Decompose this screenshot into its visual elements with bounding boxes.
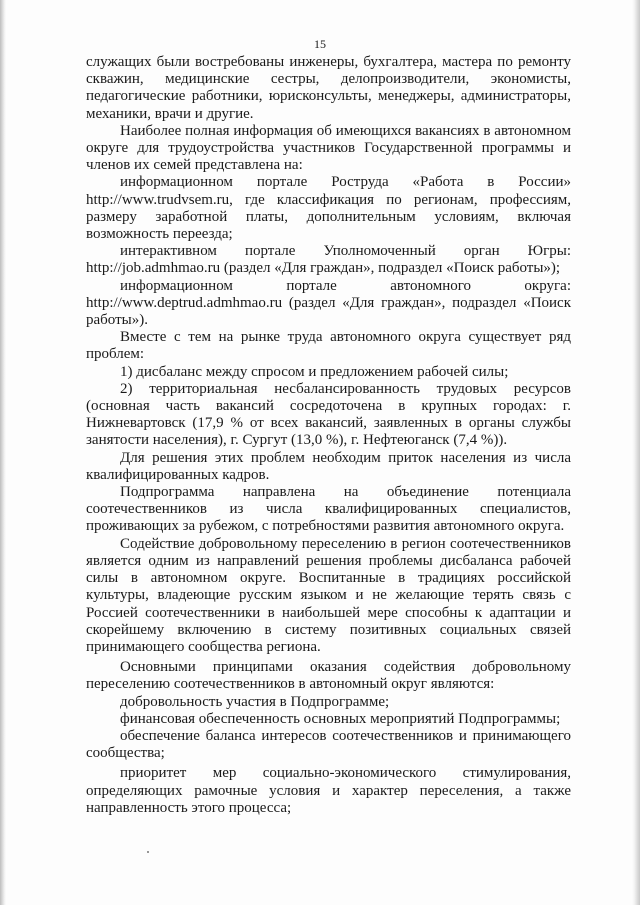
paragraph-deptrud-portal: информационном портале автономного округа: http://www.deptrud.admhmao.ru (раздел «Для граждан», подраздел «Поиск работы»). [86, 277, 571, 329]
paragraph-specialists: служащих были востребованы инженеры, бухгалтера, мастера по ремонту скважин, медицинские сестры, делопроизводители, экономисты, педагогические работники, юрисконсульты, менеджеры, администраторы, механики, врачи и другие. [86, 54, 571, 122]
paragraph-principles: Основными принципами оказания содействия добровольному переселению соотечественников в автономный округ являются: [86, 659, 571, 693]
paragraph-trudvsem-portal: информационном портале Роструда «Работа в России» http://www.trudvsem.ru, где классификация по регионам, профессиям, размеру заработной платы, дополнительным условиям, включая возможность переезда; [86, 174, 571, 243]
scan-speck [147, 851, 149, 853]
paragraph-vacancy-info: Наиболее полная информация об имеющихся вакансиях в автономном округе для трудоустройства участников Государственной программы и членов их семей представлена на: [86, 122, 571, 174]
scan-edge-right [632, 0, 640, 905]
document-body [86, 54, 571, 817]
paragraph-job-admhmao: интерактивном портале Уполномоченный орган Югры: http://job.admhmao.ru (раздел «Для граждан», подраздел «Поиск работы»); [86, 243, 571, 277]
paragraph-subprogram-aim: Подпрограмма направлена на объединение потенциала соотечественников из числа квалифицированных специалистов, проживающих за рубежом, с потребностями развития автономного округа. [86, 484, 571, 535]
paragraph-labor-problems: Вместе с тем на рынке труда автономного округа существует ряд проблем: [86, 329, 571, 363]
list-item-principle-4: приоритет мер социально-экономического стимулирования, определяющих рамочные условия и характер переселения, а также направленность этого процесса; [86, 765, 571, 816]
list-item-principle-3: обеспечение баланса интересов соотечественников и принимающего сообщества; [86, 727, 571, 762]
scan-edge-left [0, 0, 6, 905]
page-number: 15 [314, 37, 326, 51]
paragraph-resettlement: Содействие добровольному переселению в регион соотечественников является одним из направлений решения проблемы дисбаланса рабочей силы в автономном округе. Воспитанные в традициях российской культуры, владеющие русским языком и не желающие терять связь с Россией соотечественники в наибольшей мере способны к адаптации и скорейшему включению в систему позитивных социальных связей принимающего сообщества региона. [86, 535, 571, 655]
list-item-principle-2: финансовая обеспеченность основных мероприятий Подпрограммы; [120, 710, 561, 727]
list-item-problem-1: 1) дисбаланс между спросом и предложением рабочей силы; [120, 363, 509, 380]
list-item-principle-1: добровольность участия в Подпрограмме; [120, 693, 390, 710]
list-item-problem-2: 2) территориальная несбалансированность трудовых ресурсов (основная часть вакансий сосредоточена в крупных городах: г. Нижневартовск (17,9 % от всех вакансий, заявленных в органы службы занятости населения), г. Сургут (13,0 %), г. Нефтеюганск (7,4 %)). [86, 380, 571, 449]
paragraph-solution: Для решения этих проблем необходим приток населения из числа квалифицированных кадров. [86, 449, 571, 483]
